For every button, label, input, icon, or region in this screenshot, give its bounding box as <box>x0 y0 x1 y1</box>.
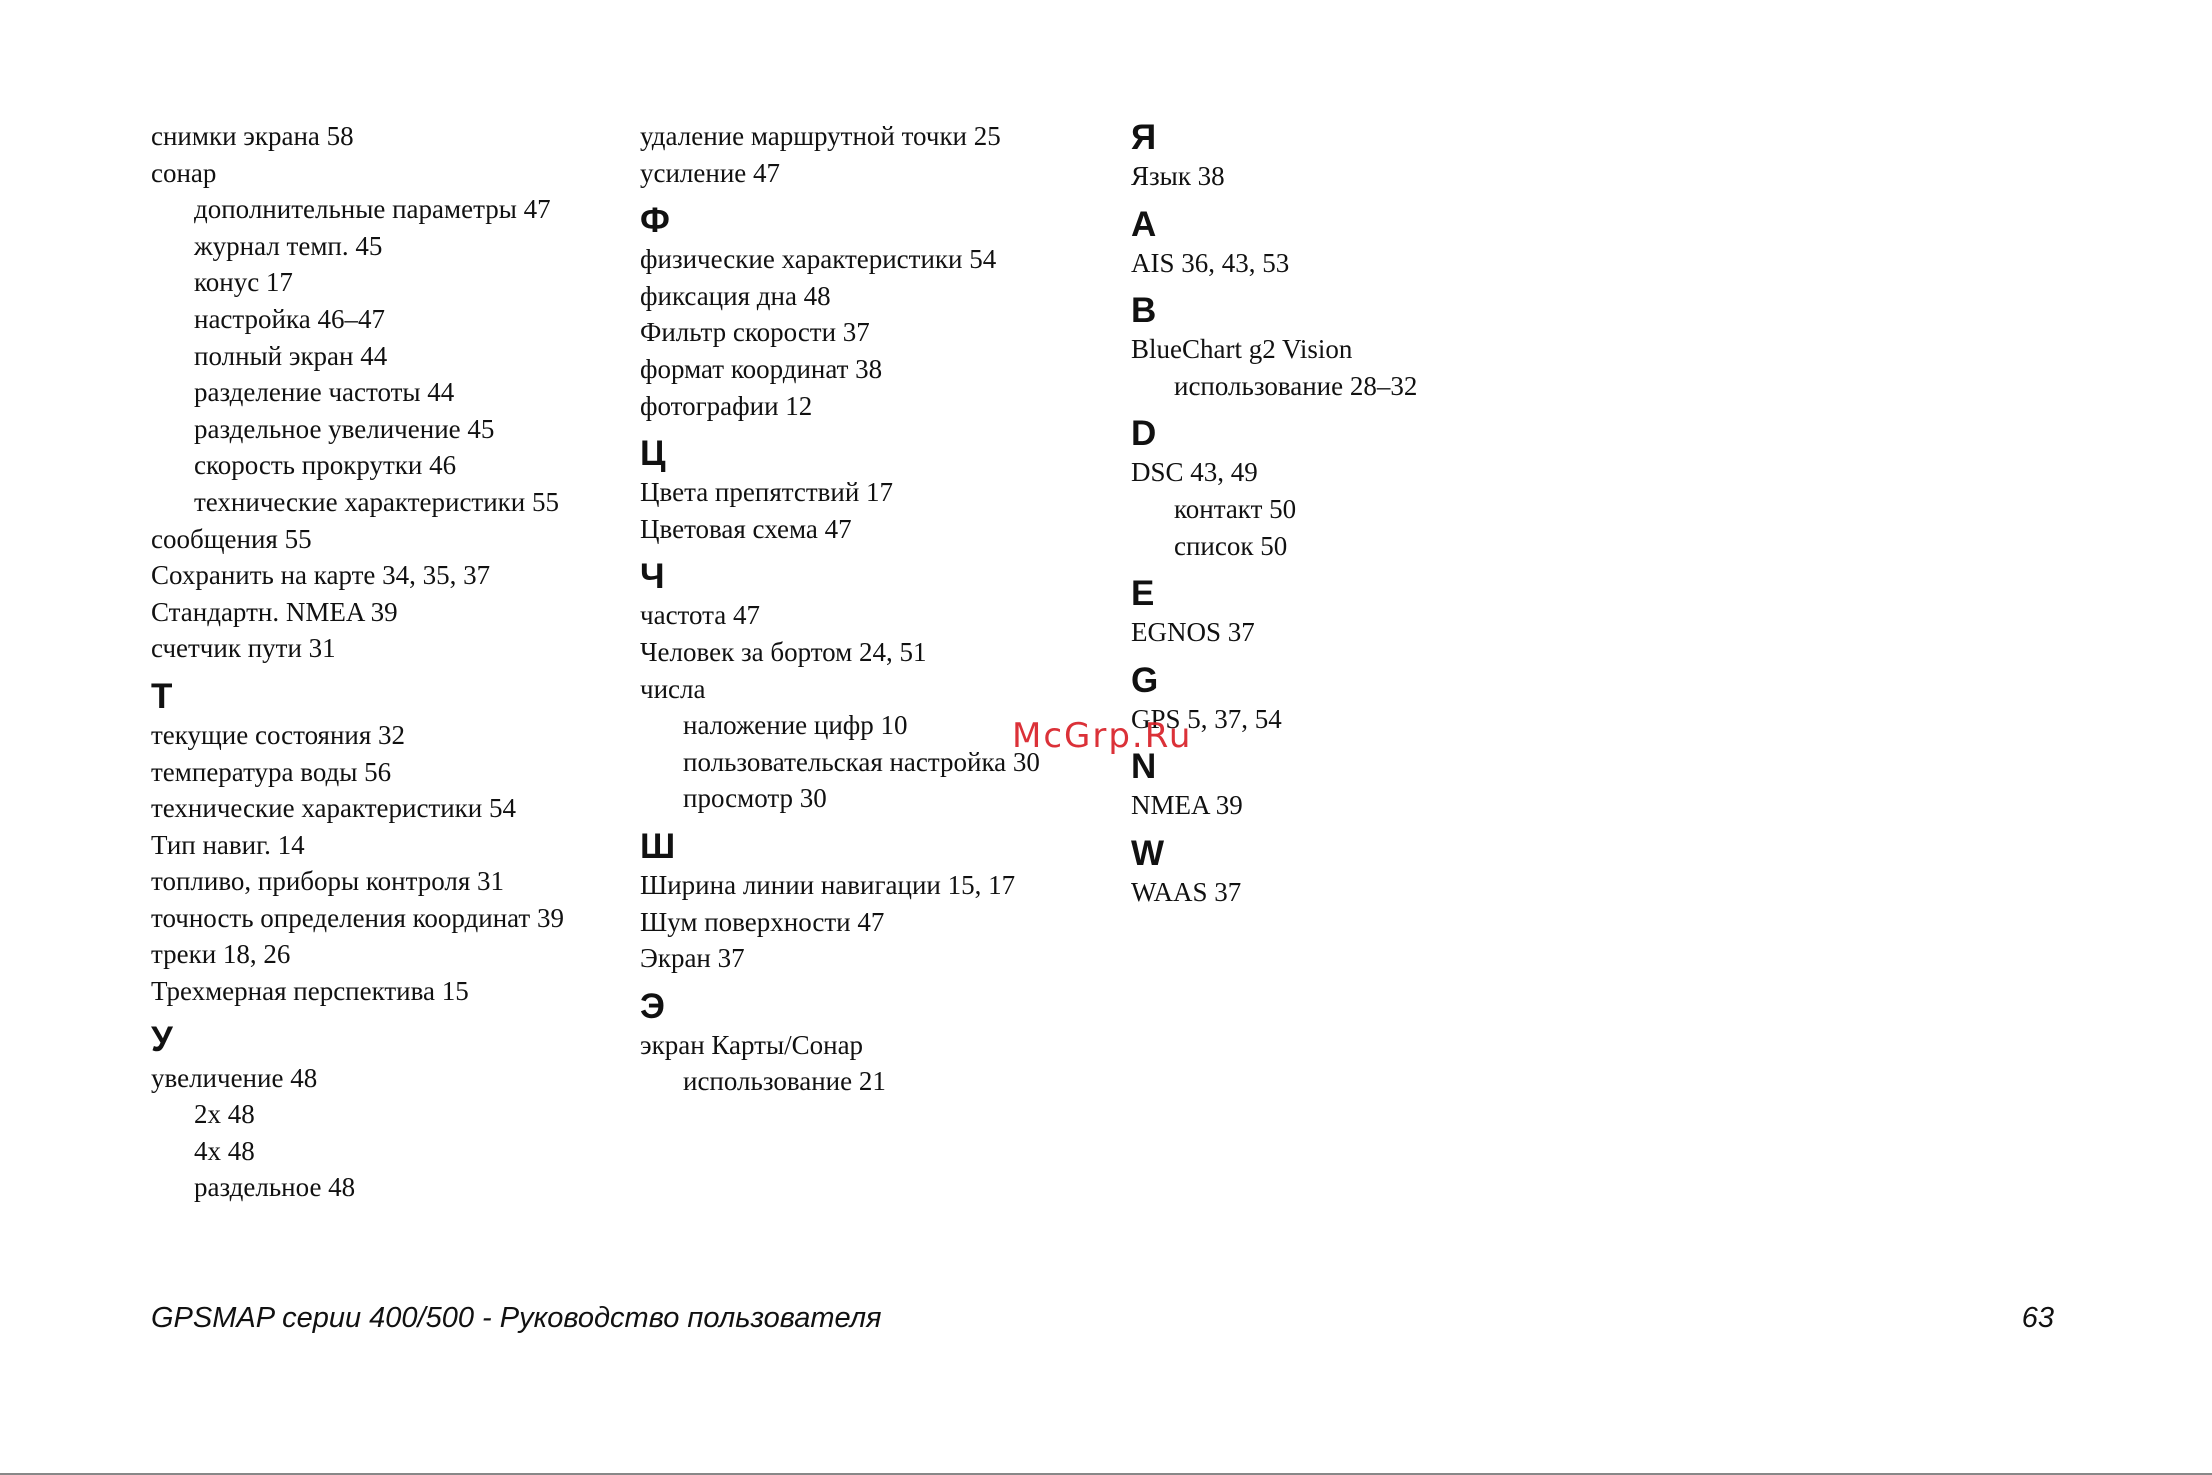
index-subentry: полный экран 44 <box>194 340 388 371</box>
index-entry: снимки экрана 58 <box>151 121 354 151</box>
index-entry: точность определения координат 39 <box>151 902 564 933</box>
index-subentry: пользовательская настройка 30 <box>683 746 1040 777</box>
index-entry: технические характеристики 54 <box>151 793 517 824</box>
index-entry: Экран 37 <box>640 943 745 974</box>
index-entry: экран Карты/Сонар <box>640 1029 864 1060</box>
index-entry: DSC 43, 49 <box>1131 457 1258 488</box>
letter-heading: W <box>1131 833 1165 873</box>
index-subentry: использование 28–32 <box>1174 370 1418 401</box>
index-subentry: дополнительные параметры 47 <box>194 194 551 225</box>
index-entry: физические характеристики 54 <box>640 244 997 275</box>
index-entry: BlueChart g2 Vision <box>1131 334 1353 365</box>
letter-heading: Я <box>1131 118 1157 157</box>
letter-heading: E <box>1131 574 1155 614</box>
letter-heading: D <box>1131 414 1157 454</box>
index-entry: Фильтр скорости 37 <box>640 317 870 348</box>
index-entry: WAAS 37 <box>1131 876 1242 907</box>
index-subentry: список 50 <box>1174 530 1288 561</box>
index-entry: сонар <box>151 157 217 188</box>
index-subentry: использование 21 <box>683 1066 886 1097</box>
index-entry: фотографии 12 <box>640 390 813 421</box>
letter-heading: G <box>1131 660 1159 700</box>
index-entry: треки 18, 26 <box>151 939 291 970</box>
index-entry: Цвета препятствий 17 <box>640 477 894 508</box>
page-number: 63 <box>2021 1302 2054 1334</box>
index-subentry: раздельное увеличение 45 <box>194 413 495 444</box>
index-entry: Трехмерная перспектива 15 <box>151 976 469 1007</box>
index-entry: GPS 5, 37, 54 <box>1131 703 1282 734</box>
index-subentry: конус 17 <box>194 267 293 298</box>
index-entry: Ширина линии навигации 15, 17 <box>640 869 1016 900</box>
letter-heading: Ш <box>640 826 676 866</box>
letter-heading: Ц <box>640 434 666 474</box>
index-entry: формат координат 38 <box>640 353 883 384</box>
index-subentry: просмотр 30 <box>683 783 827 814</box>
letter-heading: Т <box>151 676 173 716</box>
index-subentry: журнал темп. 45 <box>194 230 383 261</box>
index-entry: NMEA 39 <box>1131 790 1243 821</box>
letter-heading: У <box>151 1019 173 1059</box>
index-entry: AIS 36, 43, 53 <box>1131 247 1290 278</box>
index-subentry: 4x 48 <box>194 1135 255 1166</box>
index-entry: Цветовая схема 47 <box>640 513 852 544</box>
index-entry: Человек за бортом 24, 51 <box>640 636 927 667</box>
index-column-3 <box>1131 118 1601 911</box>
index-subentry: настройка 46–47 <box>194 303 385 334</box>
letter-heading: B <box>1131 291 1157 331</box>
index-entry: текущие состояния 32 <box>151 719 406 750</box>
letter-heading: Э <box>640 986 665 1026</box>
letter-heading: A <box>1131 204 1157 244</box>
index-entry: сообщения 55 <box>151 523 312 554</box>
index-column-1 <box>151 118 621 1206</box>
index-entry: фиксация дна 48 <box>640 280 831 311</box>
index-subentry: контакт 50 <box>1174 493 1297 524</box>
index-entry: EGNOS 37 <box>1131 617 1255 648</box>
letter-heading: Ч <box>640 557 665 597</box>
index-entry: Язык 38 <box>1131 161 1225 191</box>
letter-heading: Ф <box>640 201 670 241</box>
index-entry: усиление 47 <box>640 157 781 188</box>
index-entry: Стандартн. NMEA 39 <box>151 596 398 627</box>
index-entry: счетчик пути 31 <box>151 633 336 664</box>
index-entry: Тип навиг. 14 <box>151 829 305 860</box>
watermark: McGrp.Ru <box>1012 716 1193 756</box>
index-entry: топливо, приборы контроля 31 <box>151 866 505 897</box>
index-entry: увеличение 48 <box>151 1062 318 1093</box>
letter-heading: N <box>1131 747 1157 787</box>
index-subentry: 2x 48 <box>194 1099 255 1130</box>
index-entry: Шум поверхности 47 <box>640 906 885 937</box>
index-entry: температура воды 56 <box>151 756 392 787</box>
index-subentry: скорость прокрутки 46 <box>194 450 457 481</box>
index-entry: Сохранить на карте 34, 35, 37 <box>151 560 491 591</box>
index-entry: числа <box>640 673 706 704</box>
index-subentry: раздельное 48 <box>194 1172 356 1203</box>
footer-title: GPSMAP серии 400/500 - Руководство пользователя <box>151 1302 882 1334</box>
index-column-2 <box>640 118 1110 1100</box>
index-entry: частота 47 <box>640 600 760 631</box>
index-entry: удаление маршрутной точки 25 <box>640 121 1001 151</box>
index-subentry: наложение цифр 10 <box>683 710 908 741</box>
index-subentry: технические характеристики 55 <box>194 486 560 517</box>
index-subentry: разделение частоты 44 <box>194 377 455 408</box>
